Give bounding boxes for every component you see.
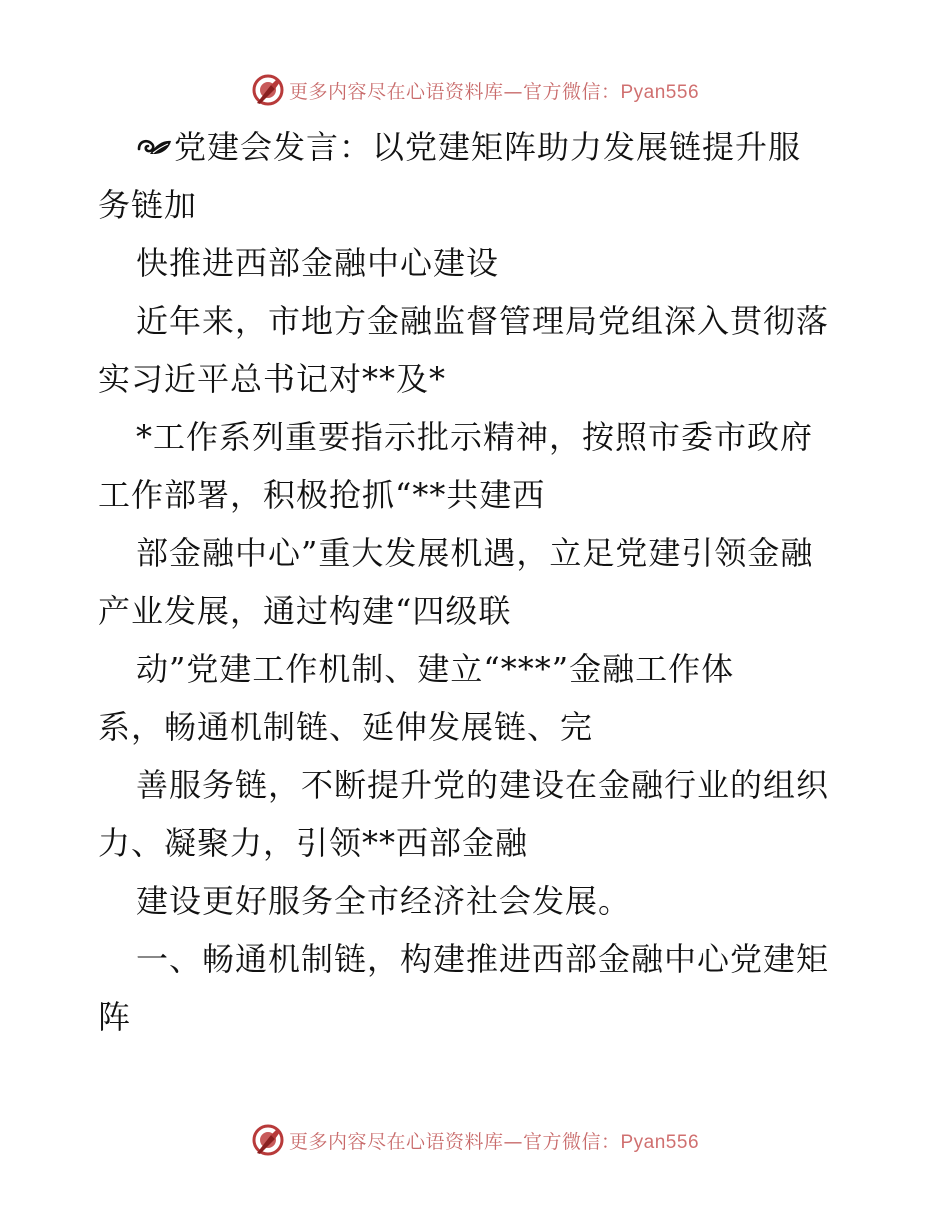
header-banner <box>0 70 950 110</box>
banner-text <box>289 1127 699 1154</box>
document-title-line-1 <box>98 118 858 176</box>
document-line: 力、凝聚力，引领**西部金融 <box>98 824 529 862</box>
section-heading-line: 一、畅通机制链，构建推进西部金融中心党建矩 <box>136 940 830 978</box>
document-line: 建设更好服务全市经济社会发展。 <box>136 882 632 920</box>
banner-wechat-label: 官方微信： <box>522 1130 621 1153</box>
banner-wechat-id: Pyan556 <box>620 1131 700 1153</box>
document-title-text: 党建会发言：以党建矩阵助力发展链提升服 <box>174 128 802 166</box>
document-line: 善服务链，不断提升党的建设在金融行业的组织 <box>136 766 830 804</box>
document-line: 快推进西部金融中心建设 <box>136 244 500 282</box>
document-line: 近年来，市地方金融监督管理局党组深入贯彻落 <box>136 302 830 340</box>
document-line: 部金融中心”重大发展机遇，立足党建引领金融 <box>136 534 814 572</box>
banner-main-text: 更多内容尽在心语资料库 <box>288 80 504 103</box>
banner-dash: — <box>503 1130 523 1153</box>
document-body <box>98 118 858 1046</box>
document-line: 工作部署，积极抢抓“**共建西 <box>98 476 546 514</box>
document-line: 系，畅通机制链、延伸发展链、完 <box>98 708 594 746</box>
banner-text <box>289 77 699 104</box>
leaf-bullet-icon <box>136 132 174 162</box>
document-line: 阵 <box>98 998 132 1036</box>
document-line: 实习近平总书记对**及* <box>98 360 447 398</box>
banner-dash: — <box>503 80 523 103</box>
pen-logo-icon <box>251 73 285 107</box>
footer-banner <box>0 1120 950 1160</box>
banner-main-text: 更多内容尽在心语资料库 <box>288 1130 504 1153</box>
pen-logo-icon <box>251 1123 285 1157</box>
document-line: 产业发展，通过构建“四级联 <box>98 592 512 630</box>
document-line: *工作系列重要指示批示精神，按照市委市政府 <box>136 418 814 456</box>
banner-wechat-label: 官方微信： <box>522 80 621 103</box>
document-line: 务链加 <box>98 186 198 224</box>
document-line: 动”党建工作机制、建立“***”金融工作体 <box>136 650 735 688</box>
banner-wechat-id: Pyan556 <box>620 81 700 103</box>
